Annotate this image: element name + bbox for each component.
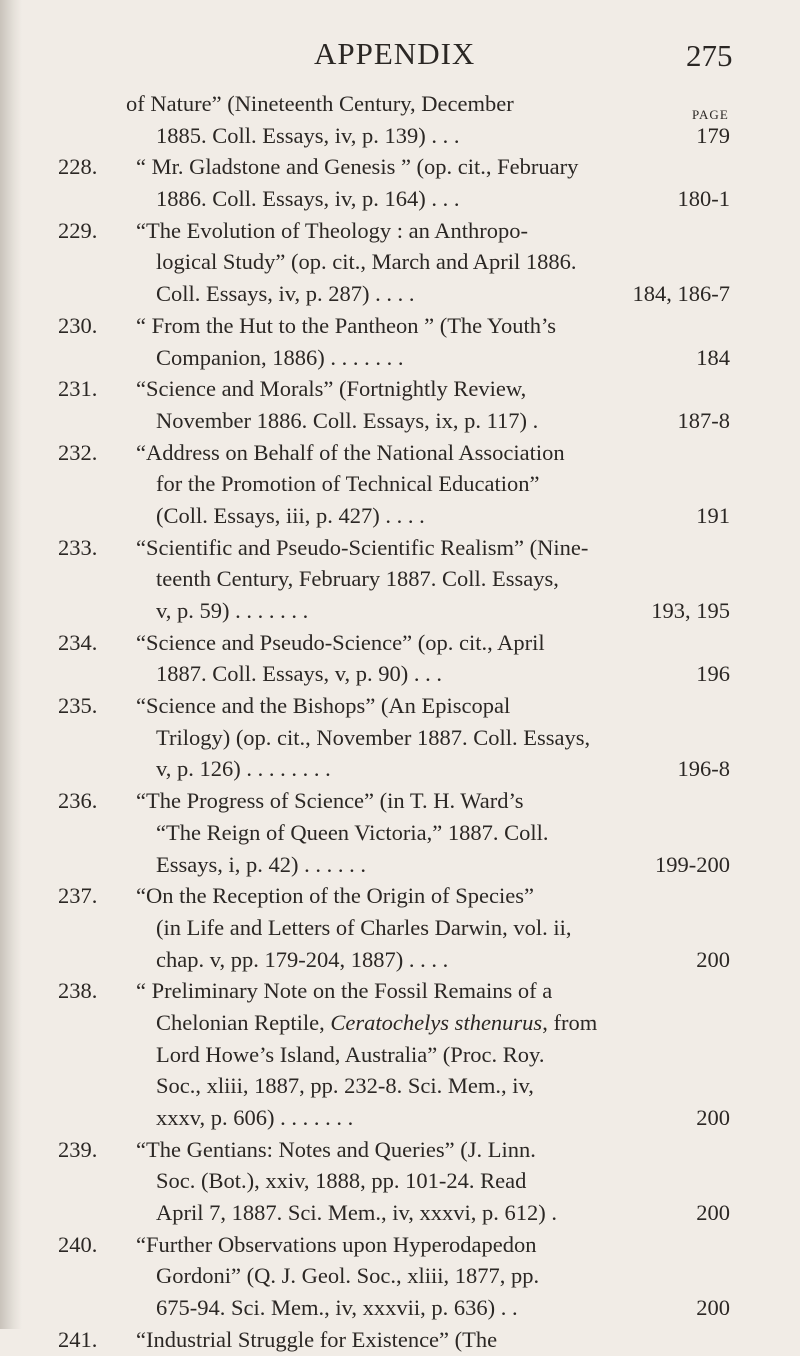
entry-line	[0, 912, 800, 944]
entry-line	[0, 1070, 800, 1102]
entry-number: 238.	[58, 978, 98, 1004]
entry-line	[0, 405, 800, 437]
entry-text: Chelonian Reptile, Ceratochelys sthenurus, from	[156, 1009, 598, 1035]
entry-number: 237.	[58, 883, 98, 909]
entry-text: Companion, 1886) . . . . . . .	[156, 344, 404, 370]
entry-text: chap. v, pp. 179-204, 1887) . . . .	[156, 946, 449, 972]
entry-text: “Scientific and Pseudo-Scientific Realism” (Nine-	[136, 534, 589, 560]
entry-line	[0, 563, 800, 595]
page-reference: 184, 186-7	[632, 281, 730, 307]
page-reference: 187-8	[677, 407, 730, 433]
entry-number: 229.	[58, 217, 98, 243]
entry-number: 231.	[58, 376, 98, 402]
entry-text: 675-94. Sci. Mem., iv, xxxvii, p. 636) . .	[156, 1295, 518, 1321]
page-header	[0, 36, 800, 80]
entry-text: April 7, 1887. Sci. Mem., iv, xxxvi, p. 612) .	[156, 1200, 558, 1226]
entry-text: “The Reign of Queen Victoria,” 1887. Coll.	[156, 819, 549, 845]
entry-number: 234.	[58, 629, 98, 655]
page-number: 275	[686, 38, 733, 73]
entry-number: 236.	[58, 788, 98, 814]
entry-text: Soc. (Bot.), xxiv, 1888, pp. 101-24. Read	[156, 1168, 527, 1194]
entry-text: 1885. Coll. Essays, iv, p. 139) . . .	[156, 122, 460, 148]
entry-line	[0, 1007, 800, 1039]
page-reference: 196	[696, 661, 730, 687]
entry-text: Soc., xliii, 1887, pp. 232-8. Sci. Mem., iv,	[156, 1073, 534, 1099]
entry-line	[0, 785, 800, 817]
entry-line	[0, 1134, 800, 1166]
page-reference: 200	[696, 1295, 730, 1321]
entry-line	[0, 183, 800, 215]
entry-number: 235.	[58, 693, 98, 719]
entry-line	[0, 342, 800, 374]
entry-text: Trilogy) (op. cit., November 1887. Coll. Essays,	[156, 724, 591, 750]
bibliography-entry	[0, 785, 800, 880]
entry-text: November 1886. Coll. Essays, ix, p. 117) .	[156, 407, 539, 433]
bibliography-entry	[0, 627, 800, 690]
bibliography-entry	[0, 88, 800, 151]
entry-number: 230.	[58, 312, 98, 338]
entry-text: “ From the Hut to the Pantheon ” (The Youth’s	[136, 312, 556, 338]
entry-line	[0, 500, 800, 532]
entry-line	[0, 849, 800, 881]
entry-line	[0, 690, 800, 722]
entry-number: 232.	[58, 439, 98, 465]
entry-line	[0, 215, 800, 247]
entry-line	[0, 373, 800, 405]
entry-text: logical Study” (op. cit., March and April 1886.	[156, 249, 577, 275]
entry-text: teenth Century, February 1887. Coll. Essays,	[156, 566, 559, 592]
entry-number: 240.	[58, 1231, 98, 1257]
page-reference: 200	[696, 1200, 730, 1226]
bibliography-entry	[0, 1134, 800, 1229]
bibliography-list	[0, 88, 800, 1356]
page-reference: 200	[696, 1105, 730, 1130]
entry-line	[0, 975, 800, 1007]
entry-number: 239.	[58, 1136, 98, 1162]
page-reference: 200	[696, 946, 730, 972]
bibliography-entry	[0, 437, 800, 532]
entry-text: “Science and Pseudo-Science” (op. cit., April	[136, 629, 545, 655]
entry-line	[0, 1260, 800, 1292]
entry-line	[0, 1165, 800, 1197]
entry-text: 1886. Coll. Essays, iv, p. 164) . . .	[156, 186, 460, 212]
page-reference: 196-8	[677, 756, 730, 782]
bibliography-entry	[0, 151, 800, 214]
entry-text: “ Mr. Gladstone and Genesis ” (op. cit., February	[136, 154, 579, 180]
page-reference: 199-200	[655, 851, 730, 877]
page-reference: 191	[696, 502, 730, 528]
page-column-label: PAGE	[692, 107, 729, 122]
entry-text: v, p. 126) . . . . . . . .	[156, 756, 331, 782]
entry-number: 228.	[58, 154, 98, 180]
bibliography-entry	[0, 690, 800, 785]
page-reference: 193, 195	[651, 598, 730, 623]
entry-line	[0, 120, 800, 152]
entry-line	[0, 1039, 800, 1071]
entry-line	[0, 468, 800, 500]
entry-text: “Science and Morals” (Fortnightly Review,	[136, 376, 527, 402]
entry-text: Coll. Essays, iv, p. 287) . . . .	[156, 281, 415, 307]
entry-text: “Address on Behalf of the National Association	[136, 439, 565, 465]
entry-line	[0, 437, 800, 469]
entry-line	[0, 246, 800, 278]
entry-line	[0, 1102, 800, 1134]
entry-line	[0, 1292, 800, 1324]
entry-text: for the Promotion of Technical Education”	[156, 471, 540, 497]
entry-line	[0, 278, 800, 310]
entry-text: xxxv, p. 606) . . . . . . .	[156, 1105, 354, 1130]
entry-text: “On the Reception of the Origin of Species”	[136, 883, 535, 909]
entry-text: (Coll. Essays, iii, p. 427) . . . .	[156, 502, 425, 528]
species-name: Ceratochelys sthenurus	[330, 1009, 543, 1035]
entry-line	[0, 944, 800, 976]
page-reference: 179	[696, 122, 730, 148]
entry-line	[0, 88, 800, 120]
bibliography-entry	[0, 880, 800, 975]
entry-text: of Nature” (Nineteenth Century, December	[126, 91, 514, 116]
entry-line	[0, 722, 800, 754]
entry-text: Essays, i, p. 42) . . . . . .	[156, 851, 366, 877]
entry-line	[0, 310, 800, 342]
entry-line	[0, 532, 800, 564]
entry-line	[0, 658, 800, 690]
page-reference: 184	[696, 344, 730, 370]
entry-text: Gordoni” (Q. J. Geol. Soc., xliii, 1877, pp.	[156, 1263, 540, 1289]
entry-text: “The Progress of Science” (in T. H. Ward’s	[136, 788, 524, 814]
entry-text: “The Evolution of Theology : an Anthropo-	[136, 217, 529, 243]
entry-text: Lord Howe’s Island, Australia” (Proc. Roy.	[156, 1041, 545, 1067]
entry-text: “Science and the Bishops” (An Episcopal	[136, 693, 511, 719]
entry-line	[0, 627, 800, 659]
entry-number: 241.	[58, 1326, 98, 1352]
entry-text: (in Life and Letters of Charles Darwin, vol. ii,	[156, 914, 572, 940]
bibliography-entry	[0, 373, 800, 436]
entry-text: “Further Observations upon Hyperodapedon	[136, 1231, 537, 1257]
entry-text: v, p. 59) . . . . . . .	[156, 598, 309, 623]
entry-text: “Industrial Struggle for Existence” (The	[136, 1326, 498, 1352]
bibliography-entry	[0, 310, 800, 373]
entry-text: “The Gentians: Notes and Queries” (J. Linn.	[136, 1136, 536, 1162]
entry-number: 233.	[58, 534, 98, 560]
entry-line	[0, 753, 800, 785]
entry-text: 1887. Coll. Essays, v, p. 90) . . .	[156, 661, 443, 687]
running-head: APPENDIX	[314, 36, 476, 71]
page-reference: 180-1	[677, 186, 730, 212]
entry-line	[0, 151, 800, 183]
entry-line	[0, 1197, 800, 1229]
bibliography-entry	[0, 975, 800, 1133]
entry-line	[0, 1229, 800, 1261]
bibliography-entry	[0, 215, 800, 310]
entry-line	[0, 595, 800, 627]
bibliography-entry	[0, 532, 800, 627]
entry-line	[0, 880, 800, 912]
bibliography-entry	[0, 1229, 800, 1324]
entry-line	[0, 817, 800, 849]
entry-text: “ Preliminary Note on the Fossil Remains of a	[136, 978, 553, 1004]
